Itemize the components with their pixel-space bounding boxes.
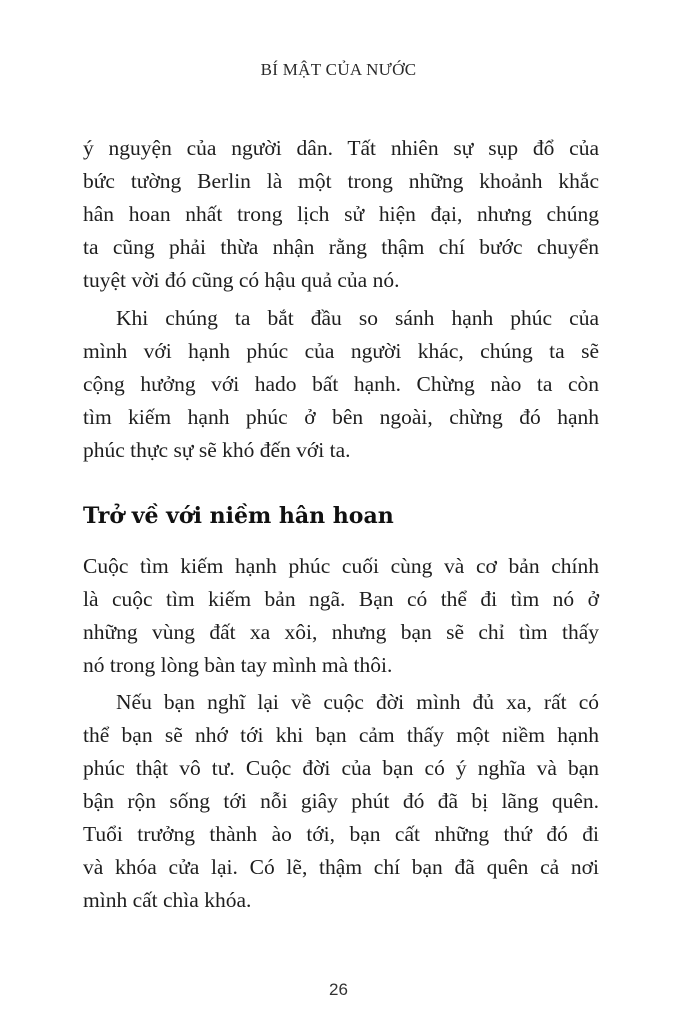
text-line: Khi chúng ta bắt đầu so sánh hạnh phúc của: [116, 306, 599, 330]
text-line: tuyệt vời đó cũng có hậu quả của nó.: [83, 268, 400, 292]
text-line: hân hoan nhất trong lịch sử hiện đại, nhưng chúng: [83, 202, 599, 226]
text-line: tìm kiếm hạnh phúc ở bên ngoài, chừng đó hạnh: [83, 405, 599, 429]
paragraph-4: [83, 686, 599, 917]
text-line: thể bạn sẽ nhớ tới khi bạn cảm thấy một niềm hạnh: [83, 723, 599, 747]
section-heading: Trở về với niềm hân hoan: [83, 503, 394, 529]
paragraph-3: [83, 550, 599, 682]
text-line: Tuổi trưởng thành ào tới, bạn cất những thứ đó đi: [83, 822, 599, 846]
text-line: bận rộn sống tới nỗi giây phút đó đã bị lãng quên.: [83, 789, 599, 813]
text-line: phúc thật vô tư. Cuộc đời của bạn có ý nghĩa và bạn: [83, 756, 599, 780]
paragraph-2: [83, 302, 599, 467]
text-line: Nếu bạn nghĩ lại về cuộc đời mình đủ xa, rất có: [116, 690, 599, 714]
page-number: 26: [329, 980, 348, 999]
text-line: là cuộc tìm kiếm bản ngã. Bạn có thể đi tìm nó ở: [83, 587, 599, 611]
text-line: ý nguyện của người dân. Tất nhiên sự sụp đổ của: [83, 136, 599, 160]
text-line: phúc thực sự sẽ khó đến với ta.: [83, 438, 351, 462]
text-line: nó trong lòng bàn tay mình mà thôi.: [83, 653, 393, 677]
paragraph-1: [83, 132, 599, 297]
text-line: bức tường Berlin là một trong những khoảnh khắc: [83, 169, 599, 193]
text-line: Cuộc tìm kiếm hạnh phúc cuối cùng và cơ bản chính: [83, 554, 599, 578]
text-line: những vùng đất xa xôi, nhưng bạn sẽ chỉ tìm thấy: [83, 620, 599, 644]
text-line: mình với hạnh phúc của người khác, chúng ta sẽ: [83, 339, 599, 363]
text-line: ta cũng phải thừa nhận rằng thậm chí bước chuyển: [83, 235, 599, 259]
text-line: và khóa cửa lại. Có lẽ, thậm chí bạn đã quên cả nơi: [83, 855, 599, 879]
running-header: BÍ MẬT CỦA NƯỚC: [260, 60, 417, 79]
text-line: mình cất chìa khóa.: [83, 888, 252, 912]
text-line: cộng hưởng với hado bất hạnh. Chừng nào ta còn: [83, 372, 599, 396]
